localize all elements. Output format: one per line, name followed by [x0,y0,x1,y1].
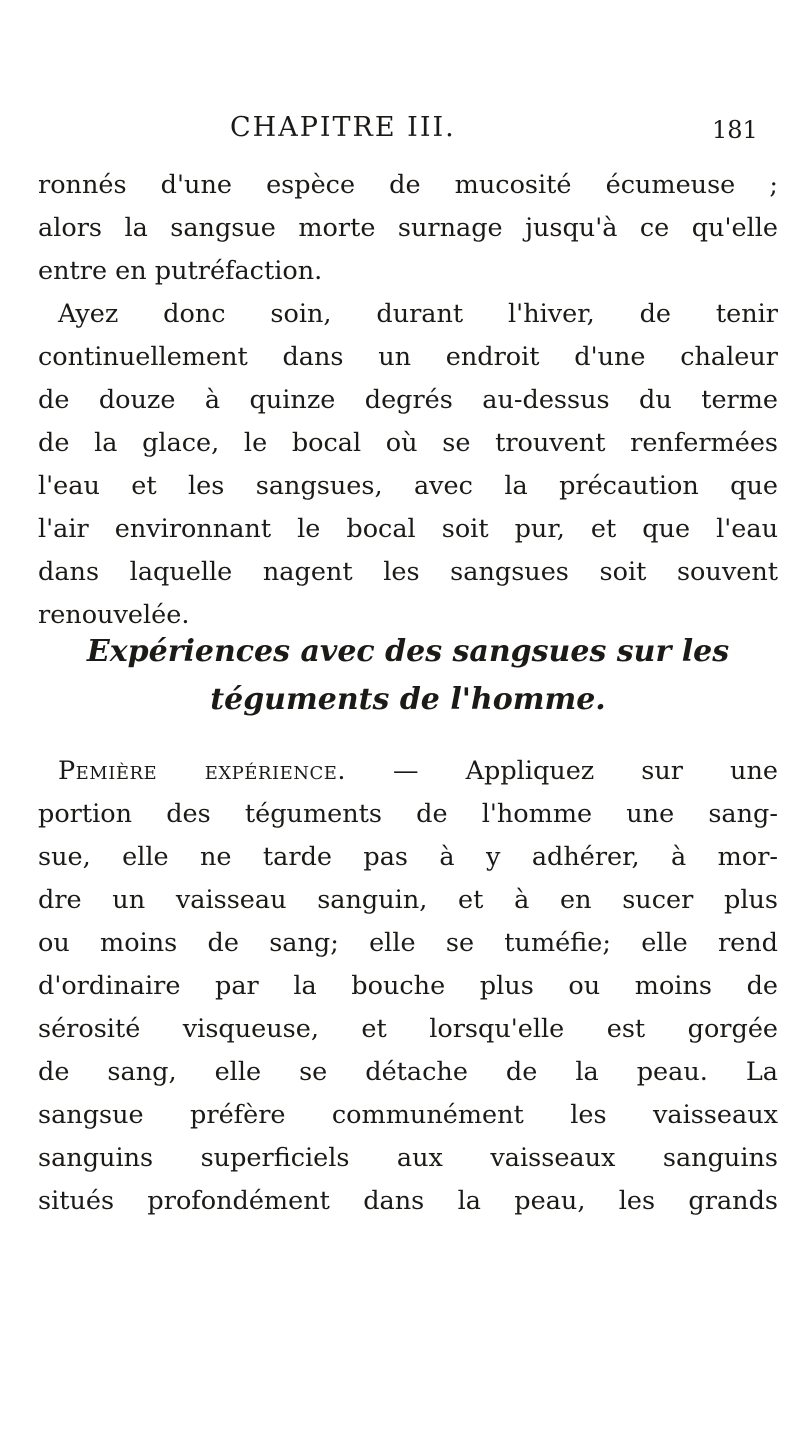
text-line: renouvelée. [38,600,190,630]
chapter-heading: CHAPITRE III. [230,112,456,143]
text-line: situés profondément dans la peau, les grands [38,1186,778,1216]
text-line: ronnés d'une espèce de mucosité écumeuse ; [38,170,778,200]
page-number: 181 [712,116,758,144]
text-line: sérosité visqueuse, et lorsqu'elle est gorgée [38,1014,778,1044]
text-line: l'eau et les sangsues, avec la précaution que [38,471,778,501]
experience-paragraph [38,750,778,1223]
text-line: portion des téguments de l'homme une sang- [38,799,778,829]
text-line: l'air environnant le bocal soit pur, et que l'eau [38,514,778,544]
text-line: de douze à quinze degrés au-dessus du terme [38,385,778,415]
running-head [0,112,800,152]
text-line: ou moins de sang; elle se tuméfie; elle rend [38,928,778,958]
body-text [38,164,778,637]
text-line: Ayez donc soin, durant l'hiver, de tenir [58,299,778,329]
text-line [38,750,778,793]
text-line: dre un vaisseau sanguin, et à en sucer plus [38,885,778,915]
text-line: de sang, elle se détache de la peau. La [38,1057,778,1087]
text-line: dans laquelle nagent les sangsues soit souvent [38,557,778,587]
experience-intro: — Appliquez sur une [346,756,778,786]
text-line: alors la sangsue morte surnage jusqu'à ce qu'elle [38,213,778,243]
text-line: sangsue préfère communément les vaisseaux [38,1100,778,1130]
section-title-line: Expériences avec des sangsues sur les [86,634,730,669]
text-line: continuellement dans un endroit d'une chaleur [38,342,778,372]
text-line: sue, elle ne tarde pas à y adhérer, à mor- [38,842,778,872]
text-line: d'ordinaire par la bouche plus ou moins de [38,971,778,1001]
text-line: entre en putréfaction. [38,256,323,286]
section-title [38,628,778,724]
section-title-line: téguments de l'homme. [210,682,606,717]
experience-label: Pemière expérience. [58,756,346,786]
text-line: de la glace, le bocal où se trouvent renfermées [38,428,778,458]
text-line: sanguins superficiels aux vaisseaux sanguins [38,1143,778,1173]
